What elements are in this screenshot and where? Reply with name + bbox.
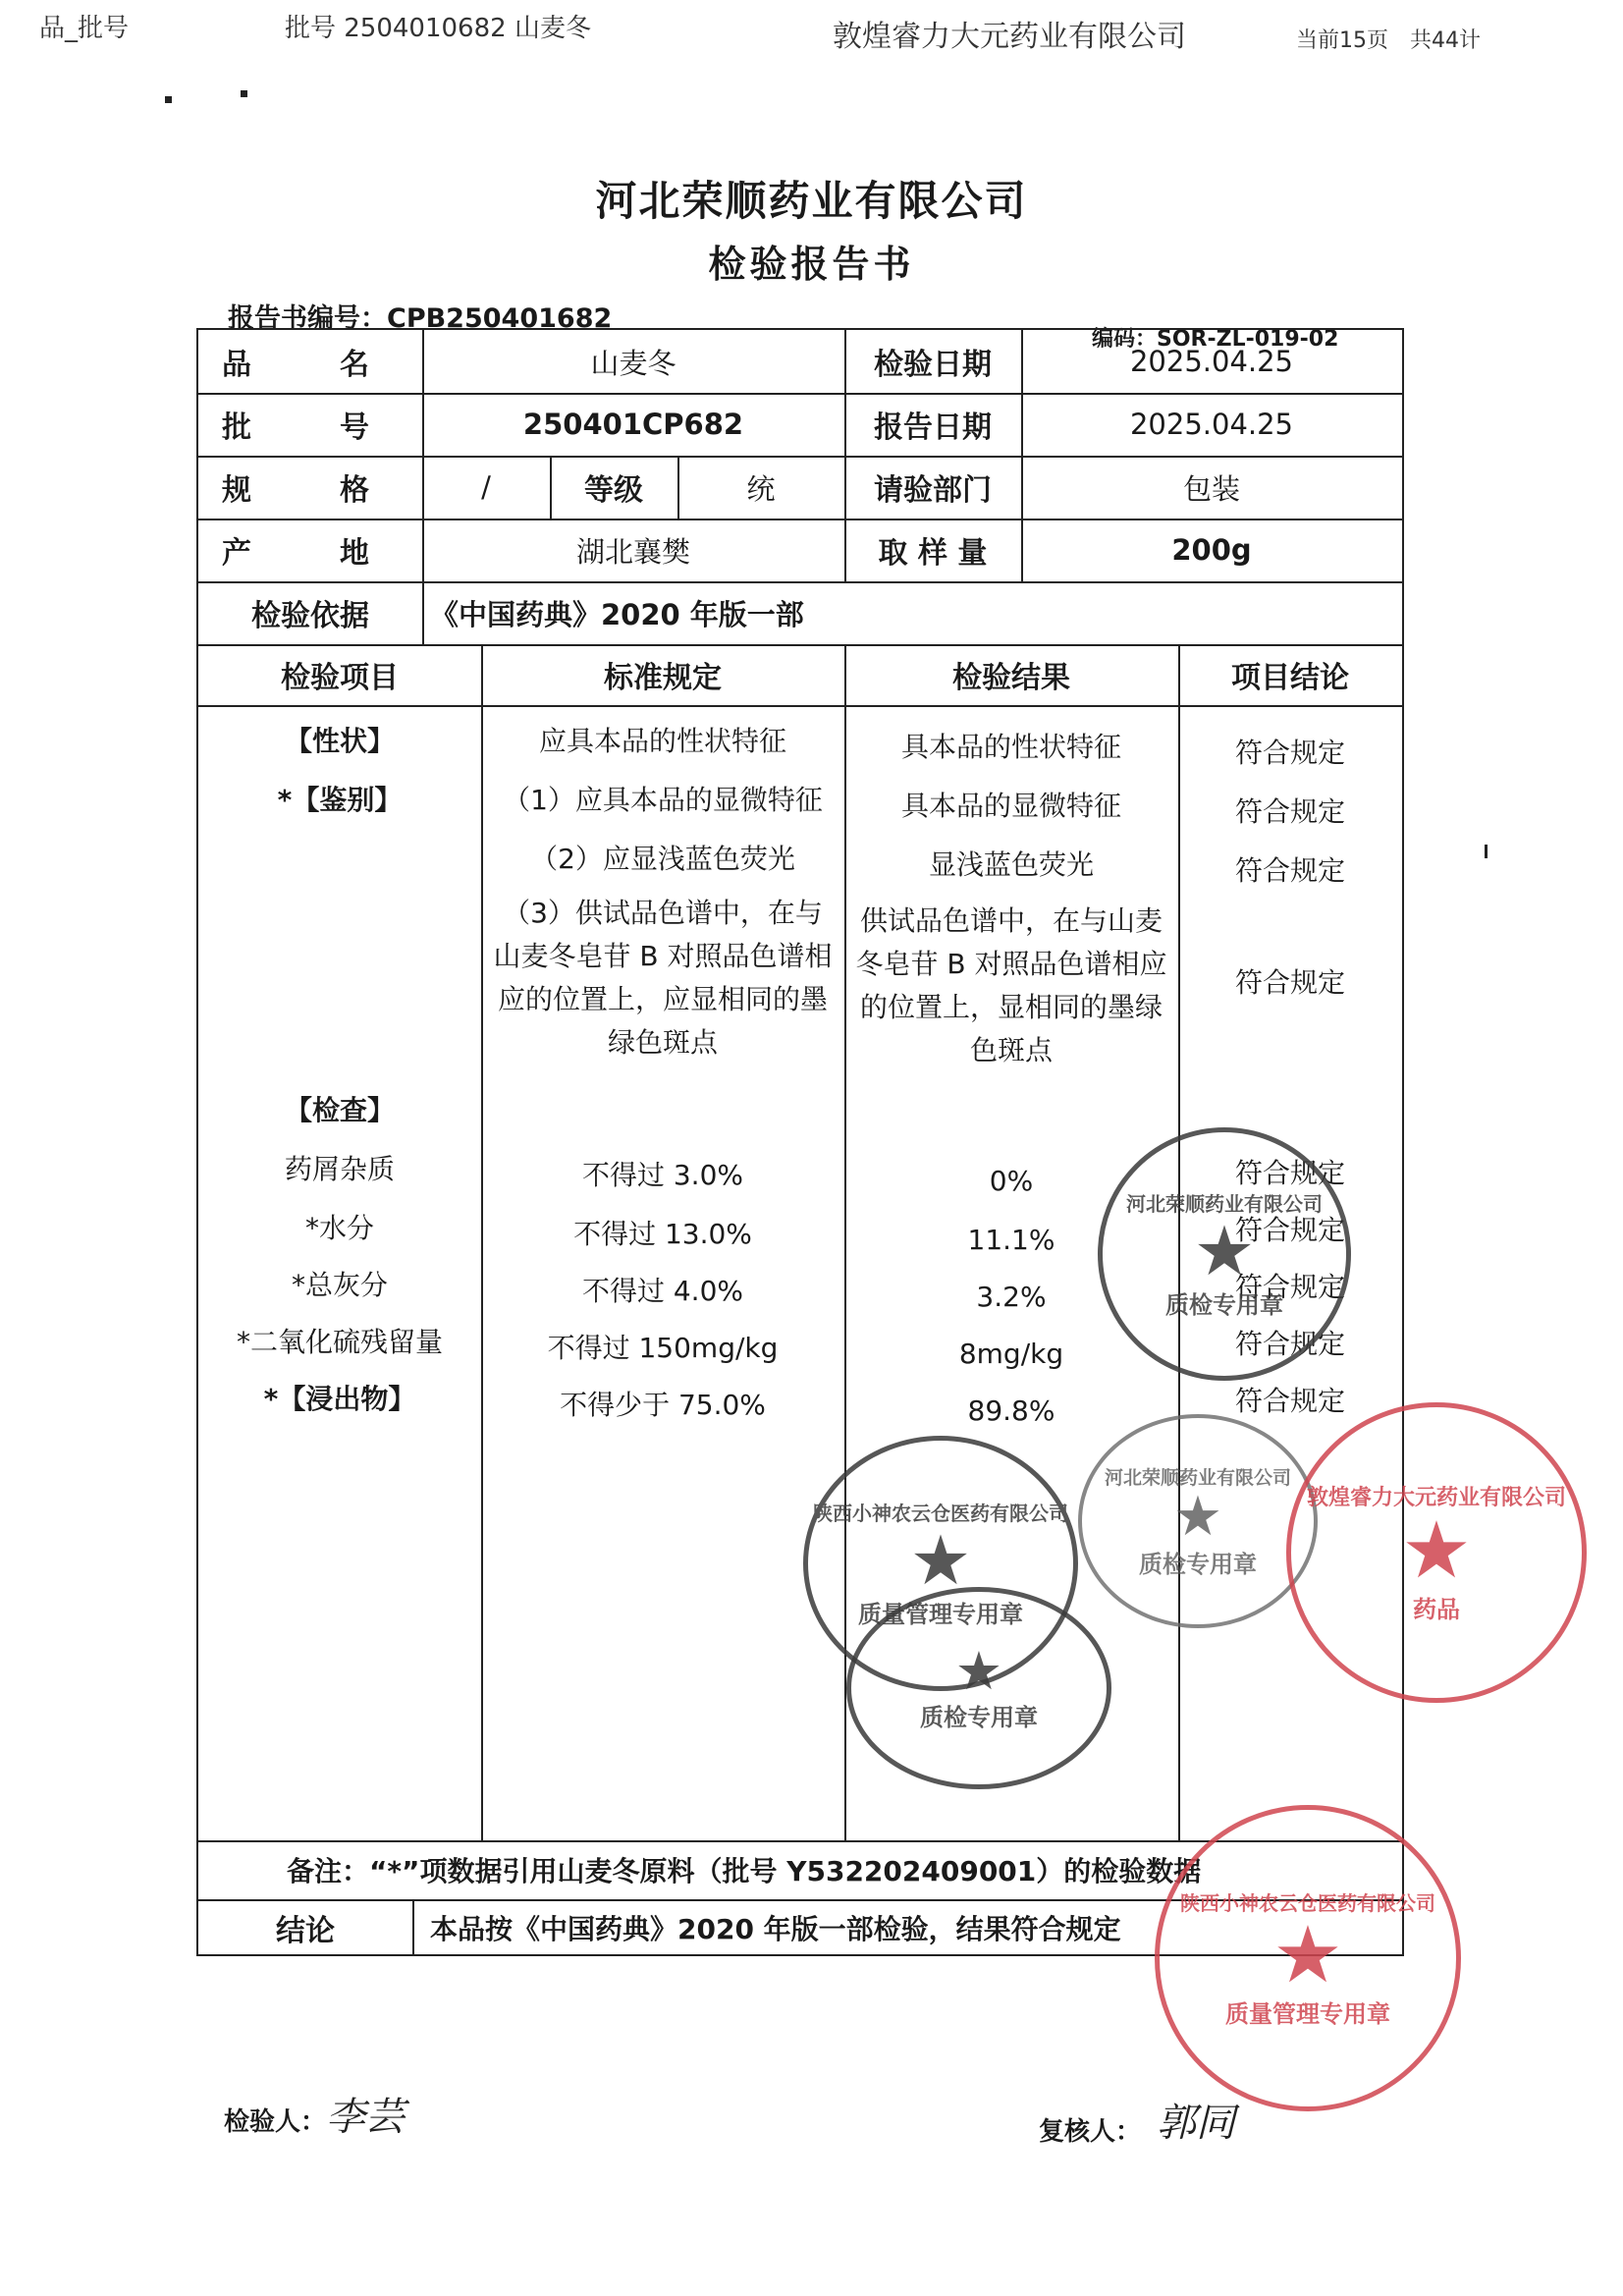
stamp-quality-shaanxi: 陕西小神农云仓医药有限公司 ★ 质量管理专用章 xyxy=(803,1436,1078,1691)
result-cell: 8mg/kg xyxy=(958,1338,1064,1370)
sample-label: 取 样 量 xyxy=(878,536,988,571)
conclusion-cell: 符合规定 xyxy=(1234,1385,1345,1417)
batch-value: 250401CP682 xyxy=(522,408,744,441)
standard-cell: （2）应显浅蓝色荧光 xyxy=(530,843,795,875)
scan-header-company: 敦煌睿力大元药业有限公司 xyxy=(833,20,1186,54)
item-cell: 药屑杂质 xyxy=(284,1153,395,1185)
standard-cell: 不得过 13.0% xyxy=(573,1218,752,1250)
stamp-red-dunhuang: 敦煌睿力大元药业有限公司 ★ 药品 xyxy=(1286,1402,1587,1703)
inspector-label: 检验人： xyxy=(224,2107,327,2137)
report-title: 检验报告书 xyxy=(708,243,915,286)
stamp-qc-hebei-1: 河北荣顺药业有限公司 ★ 质检专用章 xyxy=(1098,1127,1351,1381)
origin-label: 产 地 xyxy=(222,536,399,571)
star-icon: ★ xyxy=(1193,1211,1256,1291)
conclusion-cell: 符合规定 xyxy=(1234,1271,1345,1303)
origin-value: 湖北襄樊 xyxy=(575,534,690,569)
col-header-result: 检验结果 xyxy=(952,661,1070,695)
standard-cell: 不得过 3.0% xyxy=(581,1159,744,1191)
result-cell: 11.1% xyxy=(967,1224,1055,1256)
col-header-conclusion: 项目结论 xyxy=(1231,661,1349,695)
stamp-qc-oval: ★ 质检专用章 xyxy=(846,1587,1111,1789)
conclusion-cell: 符合规定 xyxy=(1234,1214,1345,1246)
conclusion-cell: 符合规定 xyxy=(1234,1157,1345,1189)
standard-cell: 应具本品的性状特征 xyxy=(538,725,786,757)
item-cell: *【浸出物】 xyxy=(263,1383,416,1415)
standard-cell: （1）应具本品的显微特征 xyxy=(503,784,823,816)
result-cell: 显浅蓝色荧光 xyxy=(928,848,1094,881)
standard-cell: （3）供试品色谱中，在与山麦冬皂苷 B 对照品色谱相应的位置上，应显相同的墨绿色斑点 xyxy=(493,897,833,1059)
scan-speck xyxy=(241,90,247,97)
scan-header-left: 品_批号 xyxy=(39,14,130,43)
standard-cell: 不得过 4.0% xyxy=(581,1275,744,1307)
remark: 备注：“*”项数据引用山麦冬原料（批号 Y532202409001）的检验数据 xyxy=(287,1855,1202,1887)
dept-value: 包装 xyxy=(1182,471,1240,506)
company-title: 河北荣顺药业有限公司 xyxy=(595,177,1028,225)
reviewer-signature: 郭同 xyxy=(1157,2101,1235,2146)
item-cell: *二氧化硫残留量 xyxy=(236,1326,443,1358)
grade-label: 等级 xyxy=(584,473,643,508)
item-cell: *水分 xyxy=(304,1212,374,1244)
report-date-value: 2025.04.25 xyxy=(1129,408,1294,441)
inspect-date-value: 2025.04.25 xyxy=(1129,345,1294,378)
col-header-standard: 标准规定 xyxy=(604,661,722,695)
dept-label: 请验部门 xyxy=(874,473,992,508)
form-code: 编码：SOR-ZL-019-02 xyxy=(1092,327,1339,352)
inspector-signature: 李芸 xyxy=(326,2095,405,2140)
conclusion-cell: 符合规定 xyxy=(1234,1328,1345,1360)
report-number: 报告书编号：CPB250401682 xyxy=(228,303,613,334)
grade-value: 统 xyxy=(746,471,776,506)
product-label: 品 名 xyxy=(222,348,399,382)
batch-label: 批 号 xyxy=(222,410,399,445)
standard-cell: 不得少于 75.0% xyxy=(560,1389,766,1421)
result-cell: 0% xyxy=(989,1165,1034,1197)
basis-value: 《中国药典》2020 年版一部 xyxy=(430,597,804,631)
basis-label: 检验依据 xyxy=(251,599,369,633)
spec-value: / xyxy=(481,470,491,504)
star-icon: ★ xyxy=(1172,1485,1223,1549)
stamp-qc-hebei-2: 河北荣顺药业有限公司 ★ 质检专用章 xyxy=(1078,1414,1318,1628)
scan-speck xyxy=(165,96,172,103)
scan-header-page-info: 当前15页 共44计 xyxy=(1296,28,1481,53)
star-icon: ★ xyxy=(954,1639,1003,1702)
conclusion-cell: 符合规定 xyxy=(1234,854,1345,887)
col-header-item: 检验项目 xyxy=(281,661,399,695)
standard-cell: 不得过 150mg/kg xyxy=(547,1332,779,1364)
item-cell: 【检查】 xyxy=(284,1094,395,1126)
conclusion-cell: 符合规定 xyxy=(1234,795,1345,828)
result-cell: 具本品的显微特征 xyxy=(900,790,1121,822)
item-cell: *总灰分 xyxy=(291,1269,388,1301)
item-cell: *【鉴别】 xyxy=(277,784,403,816)
conclusion-cell: 符合规定 xyxy=(1234,737,1345,769)
star-icon: ★ xyxy=(1272,1909,1343,2000)
report-date-label: 报告日期 xyxy=(874,410,992,445)
conclusion-text: 本品按《中国药典》2020 年版一部检验，结果符合规定 xyxy=(430,1913,1121,1945)
scan-header-mid: 批号 2504010682 山麦冬 xyxy=(285,14,591,43)
result-cell: 供试品色谱中，在与山麦冬皂苷 B 对照品色谱相应的位置上，显相同的墨绿色斑点 xyxy=(855,904,1167,1066)
result-cell: 具本品的性状特征 xyxy=(900,731,1121,763)
conclusion-label: 结论 xyxy=(276,1914,335,1948)
inspect-date-label: 检验日期 xyxy=(874,348,992,382)
star-icon: ★ xyxy=(1401,1504,1472,1596)
product-value: 山麦冬 xyxy=(590,346,676,380)
stamp-red-shaanxi: 陕西小神农云仓医药有限公司 ★ 质量管理专用章 xyxy=(1155,1805,1461,2111)
sample-value: 200g xyxy=(1171,533,1252,567)
result-cell: 3.2% xyxy=(976,1281,1047,1313)
scan-speck xyxy=(1485,845,1488,858)
reviewer-label: 复核人： xyxy=(1039,2117,1142,2147)
conclusion-cell: 符合规定 xyxy=(1234,966,1345,999)
spec-label: 规 格 xyxy=(222,473,399,508)
star-icon: ★ xyxy=(909,1520,972,1601)
result-cell: 89.8% xyxy=(967,1394,1055,1427)
item-cell: 【性状】 xyxy=(284,725,395,757)
